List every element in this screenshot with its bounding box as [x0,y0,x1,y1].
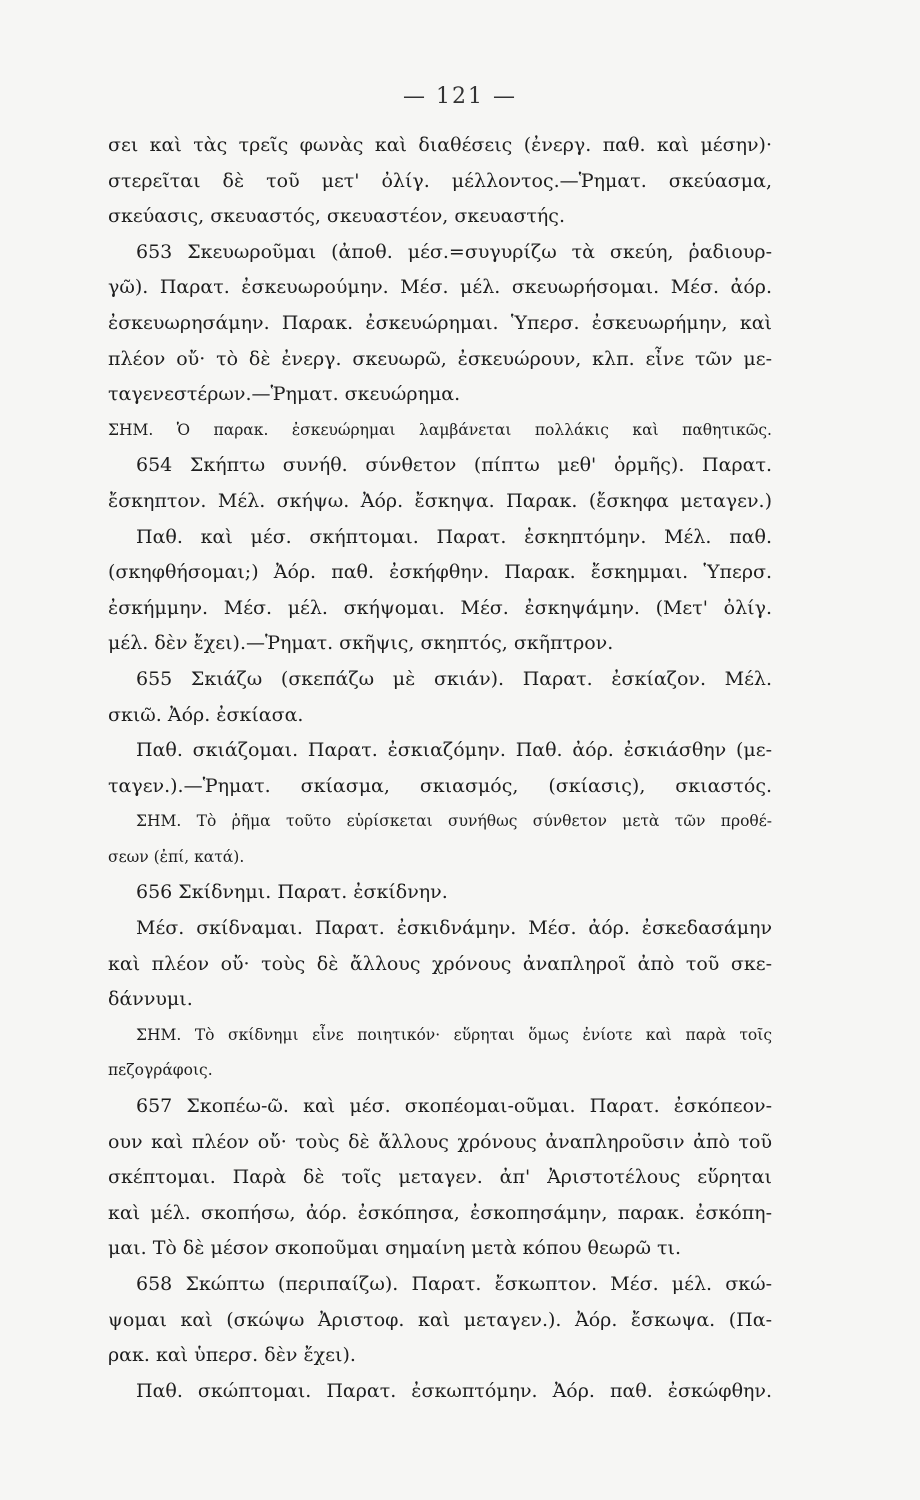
note-line: ΣΗΜ. Ὁ παρακ. ἐσκευώρημαι λαμβάνεται πολλάκις καὶ παθητικῶς. [108,420,772,439]
note-line: σεων (ἐπί, κατά). [108,847,245,866]
text-line: σει καὶ τὰς τρεῖς φωνὰς καὶ διαθέσεις (ἐνεργ. παθ. καὶ μέσην)· [108,134,772,156]
text-line: γῶ). Παρατ. ἐσκευωρούμην. Μέσ. μέλ. σκευωρήσομαι. Μέσ. ἀόρ. [108,276,772,299]
text-line: σκιῶ. Ἀόρ. ἐσκίασα. [108,703,304,726]
entry-653: 653 Σκευωροῦμαι (ἀποθ. μέσ.=συγυρίζω τὰ σκεύη, ῥαδιουρ- [136,240,772,263]
text-line: Παθ. καὶ μέσ. σκήπτομαι. Παρατ. ἐσκηπτόμην. Μέλ. παθ. [136,525,772,548]
text-line: πλέον οὔ· τὸ δὲ ἐνεργ. σκευωρῶ, ἐσκευώρουν, κλπ. εἶνε τῶν με- [108,347,772,370]
text-line: στερεῖται δὲ τοῦ μετ' ὀλίγ. μέλλοντος.—Ῥηματ. σκεύασμα, [108,169,772,192]
text-line: καὶ πλέον οὔ· τοὺς δὲ ἄλλους χρόνους ἀναπληροῖ ἀπὸ τοῦ σκε- [108,952,772,975]
text-line: καὶ μέλ. σκοπήσω, ἀόρ. ἐσκόπησα, ἐσκοπησάμην, παρακ. ἐσκόπη- [108,1201,772,1224]
entry-656: 656 Σκίδνημι. Παρατ. ἐσκίδνην. [136,881,448,904]
entry-657: 657 Σκοπέω-ῶ. καὶ μέσ. σκοπέομαι-οῦμαι. Παρατ. ἐσκόπεον- [136,1095,772,1118]
text-line: δάννυμι. [108,988,193,1011]
text-line: ψομαι καὶ (σκώψω Ἀριστοφ. καὶ μεταγεν.). Ἀόρ. ἔσκωψα. (Πα- [108,1308,772,1331]
text-line: Παθ. σκώπτομαι. Παρατ. ἐσκωπτόμην. Ἀόρ. παθ. ἐσκώφθην. [136,1379,772,1402]
text-line: (σκηφθήσομαι;) Ἀόρ. παθ. ἐσκήφθην. Παρακ. ἔσκημμαι. Ὑπερσ. [108,561,772,584]
text-line: μαι. Τὸ δὲ μέσον σκοποῦμαι σημαίνη μετὰ κόπου θεωρῶ τι. [108,1237,681,1260]
text-line: Μέσ. σκίδναμαι. Παρατ. ἐσκιδνάμην. Μέσ. ἀόρ. ἐσκεδασάμην [136,917,772,940]
text-line: ἐσκήμμην. Μέσ. μέλ. σκήψομαι. Μέσ. ἐσκηψάμην. (Μετ' ὀλίγ. [108,596,772,619]
entry-658: 658 Σκώπτω (περιπαίζω). Παρατ. ἔσκωπτον. Μέσ. μέλ. σκώ- [136,1273,772,1295]
entry-654: 654 Σκήπτω συνήθ. σύνθετον (πίπτω μεθ' ὁρμῆς). Παρατ. [136,454,772,477]
body-text [108,128,772,1409]
text-line: ἔσκηπτον. Μέλ. σκήψω. Ἀόρ. ἔσκηψα. Παρακ. (ἔσκηφα μεταγεν.) [108,489,772,512]
text-line: Παθ. σκιάζομαι. Παρατ. ἐσκιαζόμην. Παθ. ἀόρ. ἐσκιάσθην (με- [136,739,772,762]
text-line: σκέπτομαι. Παρὰ δὲ τοῖς μεταγεν. ἀπ' Ἀριστοτέλους εὕρηται [108,1166,772,1189]
note-line: πεζογράφοις. [108,1061,213,1080]
text-line: ἐσκευωρησάμην. Παρακ. ἐσκευώρημαι. Ὑπερσ. ἐσκευωρήμην, καὶ [108,311,772,334]
text-line: ταγεν.).—Ῥηματ. σκίασμα, σκιασμός, (σκίασις), σκιαστός. [108,774,772,797]
entry-655: 655 Σκιάζω (σκεπάζω μὲ σκιάν). Παρατ. ἐσκίαζον. Μέλ. [136,667,772,690]
note-line: ΣΗΜ. Τὸ σκίδνημι εἶνε ποιητικόν· εὕρηται ὅμως ἐνίοτε καὶ παρὰ τοῖς [136,1025,772,1044]
text-line: ουν καὶ πλέον οὔ· τοὺς δὲ ἄλλους χρόνους ἀναπληροῦσιν ἀπὸ τοῦ [108,1130,772,1153]
text-line: σκεύασις, σκευαστός, σκευαστέον, σκευαστής. [108,205,565,228]
note-line: ΣΗΜ. Τὸ ῥῆμα τοῦτο εὑρίσκεται συνήθως σύνθετον μετὰ τῶν προθέ- [136,812,772,831]
page-number: — 121 — [403,84,517,109]
text-line: ρακ. καὶ ὑπερσ. δὲν ἔχει). [108,1344,356,1367]
text-line: ταγενεστέρων.—Ῥηματ. σκευώρημα. [108,383,461,406]
text-line: μέλ. δὲν ἔχει).—Ῥηματ. σκῆψις, σκηπτός, σκῆπτρον. [108,632,614,655]
